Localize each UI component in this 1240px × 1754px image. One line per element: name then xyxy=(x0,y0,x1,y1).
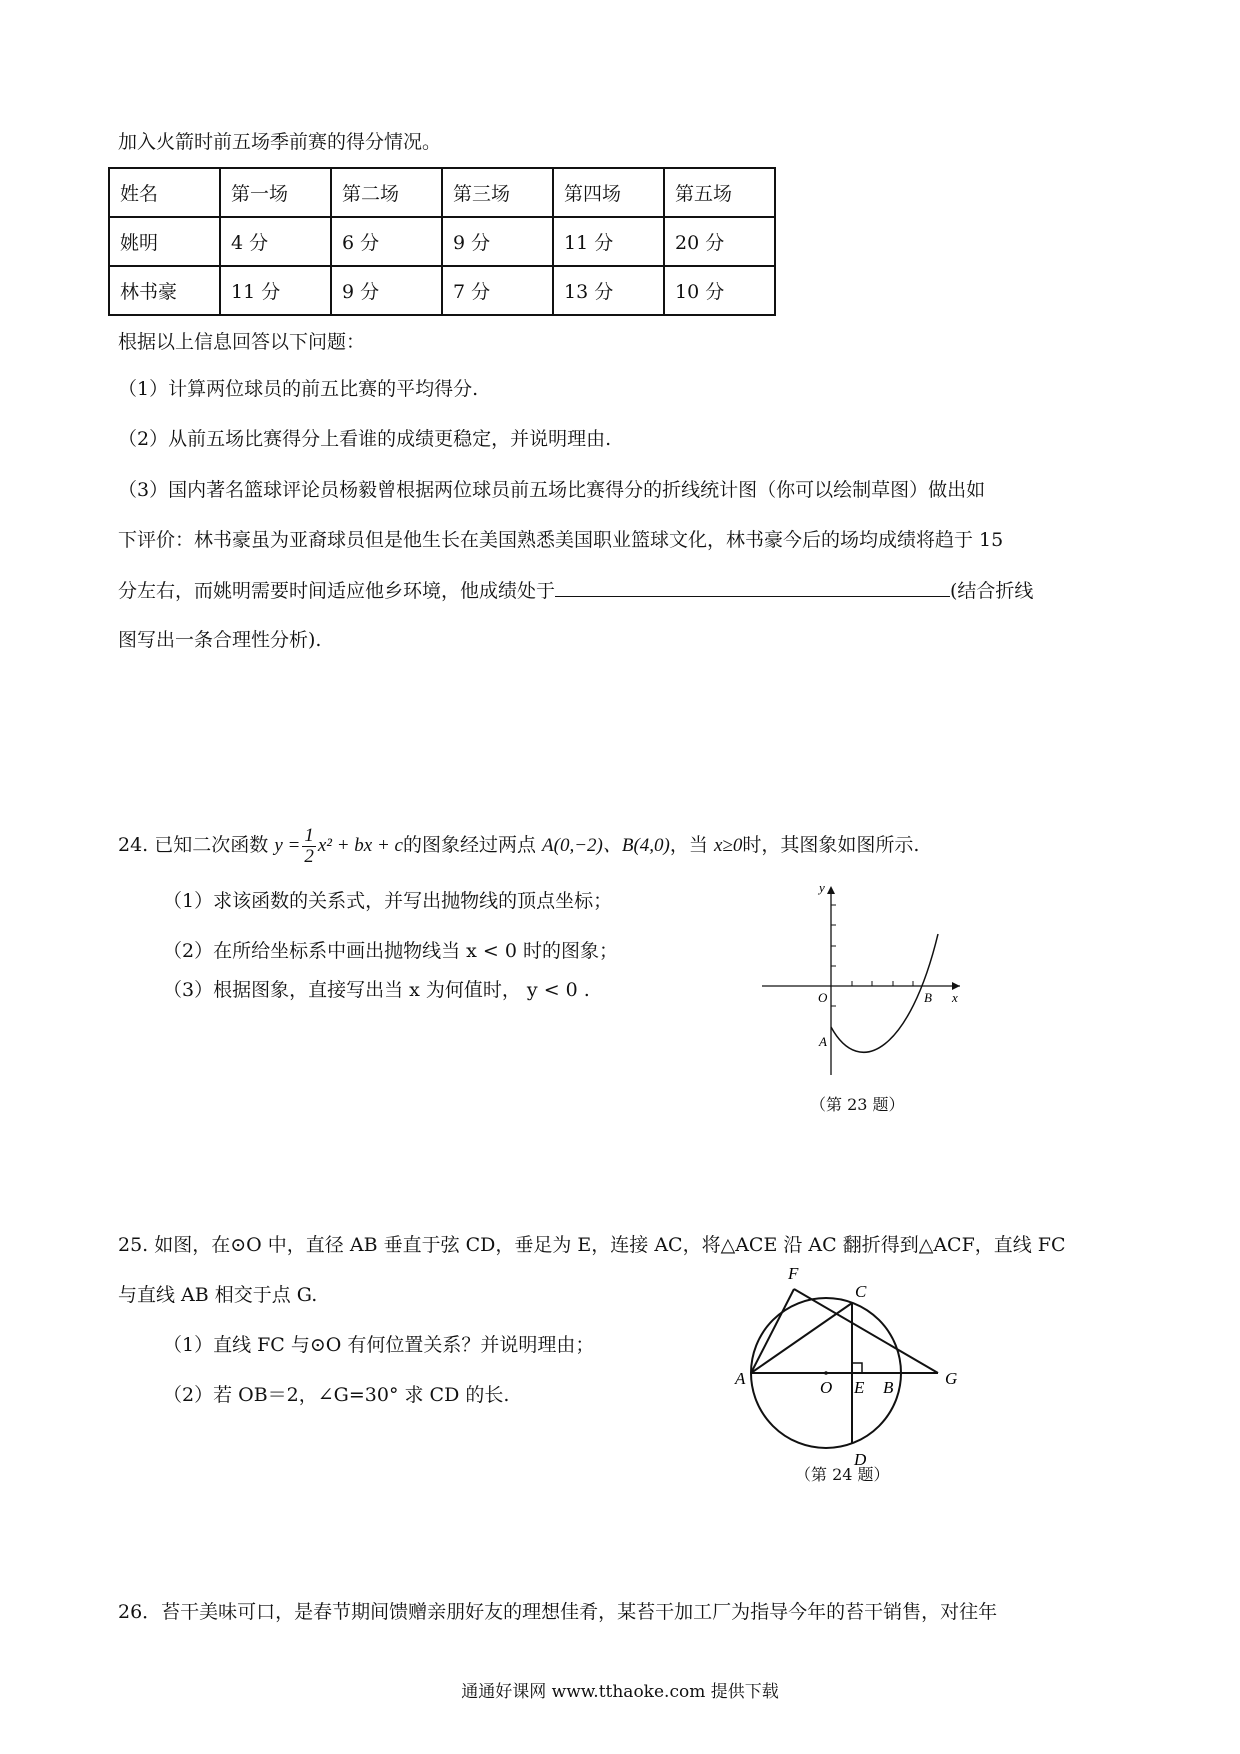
intro-text: 加入火箭时前五场季前赛的得分情况。 xyxy=(118,131,442,153)
table-header-row xyxy=(109,168,775,217)
table-cell: 9 分 xyxy=(331,266,442,315)
q24-frac-den: 2 xyxy=(304,845,314,867)
parabola-curve xyxy=(831,934,938,1052)
q23-lead: 根据以上信息回答以下问题： xyxy=(118,331,366,353)
q24-stem xyxy=(118,823,919,868)
circle-figure xyxy=(735,1255,980,1469)
x-axis-arrow xyxy=(952,982,960,990)
point-b-label: B xyxy=(924,990,932,1005)
q25-part2: （2）若 OB＝2，∠G=30° 求 CD 的长. xyxy=(163,1384,510,1406)
table-cell: 4 分 xyxy=(220,217,331,266)
table-cell: 11 分 xyxy=(220,266,331,315)
table-header-cell: 第一场 xyxy=(220,168,331,217)
table-cell: 13 分 xyxy=(553,266,664,315)
q23-part1: （1）计算两位球员的前五比赛的平均得分. xyxy=(118,378,479,400)
table-header-cell: 第三场 xyxy=(442,168,553,217)
label-g: G xyxy=(945,1369,958,1388)
page-footer: 通通好课网 www.tthaoke.com 提供下载 xyxy=(461,1682,779,1702)
label-e: E xyxy=(854,1378,865,1397)
label-c: C xyxy=(855,1282,867,1301)
q24-stem-c: ，当 xyxy=(669,834,708,856)
q24-part1: （1）求该函数的关系式，并写出抛物线的顶点坐标； xyxy=(163,890,613,912)
q24-stem-b: 的图象经过两点 xyxy=(402,834,536,856)
table-cell: 林书豪 xyxy=(109,266,220,315)
q24-fraction xyxy=(302,826,316,867)
label-d: D xyxy=(854,1450,867,1469)
q24-part3: （3）根据图象，直接写出当 x 为何值时， y < 0 . xyxy=(163,979,590,1001)
q23-part3-line3 xyxy=(118,576,1033,605)
table-header-cell: 第五场 xyxy=(664,168,775,217)
q25-number: 25. xyxy=(118,1234,149,1256)
y-axis-arrow xyxy=(827,886,835,894)
q24-number: 24. xyxy=(118,834,149,856)
center-dot xyxy=(824,1371,828,1375)
table-cell: 10 分 xyxy=(664,266,775,315)
table-cell: 6 分 xyxy=(331,217,442,266)
origin-label: O xyxy=(818,990,828,1005)
figure-caption-23: （第 23 题） xyxy=(810,1095,905,1114)
x-axis-label: x xyxy=(952,990,958,1005)
parabola-figure xyxy=(760,880,980,1070)
line-fg xyxy=(794,1289,938,1373)
q24-poly: x² + bx + c xyxy=(317,835,403,856)
table-row xyxy=(109,266,775,315)
table-cell: 9 分 xyxy=(442,217,553,266)
label-f: F xyxy=(788,1264,799,1283)
segment-af xyxy=(751,1289,794,1373)
table-row xyxy=(109,217,775,266)
q24-stem-d: 时，其图象如图所示. xyxy=(742,834,920,856)
table-cell: 20 分 xyxy=(664,217,775,266)
point-a-label: A xyxy=(819,1034,827,1049)
q25-part1: （1）直线 FC 与⊙O 有何位置关系？并说明理由； xyxy=(163,1334,595,1356)
axis-ticks xyxy=(831,905,913,1006)
table-cell: 7 分 xyxy=(442,266,553,315)
q24-part2: （2）在所给坐标系中画出抛物线当 x < 0 时的图象； xyxy=(163,940,618,962)
q24-stem-a: 已知二次函数 xyxy=(154,834,269,856)
table-header-cell: 第二场 xyxy=(331,168,442,217)
q23-part2: （2）从前五场比赛得分上看谁的成绩更稳定，并说明理由. xyxy=(118,428,612,450)
table-cell: 姚明 xyxy=(109,217,220,266)
q26-line1: 26．苔干美味可口，是春节期间馈赠亲朋好友的理想佳肴，某苔干加工厂为指导今年的苔干销售，对往年 xyxy=(118,1601,998,1623)
q24-condition: x≥0 xyxy=(713,835,743,856)
label-b: B xyxy=(883,1378,894,1397)
label-o: O xyxy=(820,1378,833,1397)
q25-line2: 与直线 AB 相交于点 G. xyxy=(118,1284,318,1306)
right-angle-mark xyxy=(852,1363,862,1373)
q23-part3-line4: 图写出一条合理性分析). xyxy=(118,629,322,651)
table-header-cell: 第四场 xyxy=(553,168,664,217)
q23-part3-line1: （3）国内著名篮球评论员杨毅曾根据两位球员前五场比赛得分的折线统计图（你可以绘制草图）做出如 xyxy=(118,479,986,501)
y-axis-label: y xyxy=(819,880,825,895)
label-a: A xyxy=(735,1369,746,1388)
q24-points: A(0,−2)、B(4,0) xyxy=(542,835,670,856)
score-table xyxy=(108,167,776,316)
q23-part3-line3-end: (结合折线 xyxy=(950,580,1034,602)
q23-part3-line2: 下评价：林书豪虽为亚裔球员但是他生长在美国熟悉美国职业篮球文化，林书豪今后的场均成绩将趋于 15 xyxy=(118,529,1004,551)
q25-stem-line1: 如图，在⊙O 中，直径 AB 垂直于弦 CD，垂足为 E，连接 AC，将△ACE 沿 AC 翻折得到△ACF，直线 FC xyxy=(154,1234,1066,1256)
q23-part3-line3-start: 分左右，而姚明需要时间适应他乡环境，他成绩处于 xyxy=(118,580,556,602)
figure-caption-24: （第 24 题） xyxy=(795,1465,890,1484)
q24-y-eq: y = xyxy=(274,835,301,856)
answer-blank xyxy=(555,576,950,597)
table-cell: 11 分 xyxy=(553,217,664,266)
q24-frac-num: 1 xyxy=(304,824,314,846)
table-header-cell: 姓名 xyxy=(109,168,220,217)
